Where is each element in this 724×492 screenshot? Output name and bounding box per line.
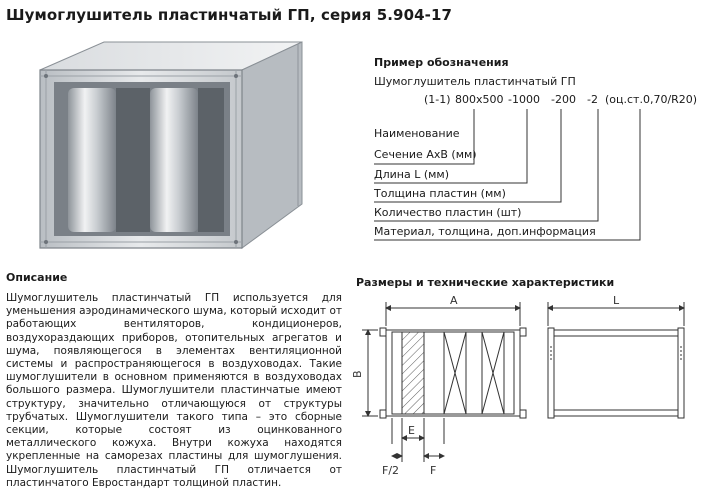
description-text: Шумоглушитель пластинчатый ГП используется для уменьшения аэродинамического шума, который исходит от работающих вентиляторов, кондиционеров, воздухораздающих приборов, отопительных агрегатов и шума, появляющегося в элементах вентиляционной системы и распространяющегося в воздуховодах. Такие шумоглушители в основном применяются в воздуховодах большого размера. Шумоглушители пластинчатые имеют структуру, значительно отличающуюся от структуры трубчатых. Шумоглушители такого типа – это сборные секции, которые состоят из оцинкованного металлического кожуха. Внутри кожуха находятся укрепленные на саморезах пластины для шумоглушения. Шумоглушитель пластинчатый ГП отличается от пластинчатого Евростандарт толщиной пластин. — [6, 292, 342, 489]
code-version: (1-1) — [424, 93, 451, 106]
legend-section: Сечение АхВ (мм) — [374, 148, 477, 161]
page-title: Шумоглушитель пластинчатый ГП, серия 5.904-17 — [6, 6, 453, 24]
code-section: 800x500 — [455, 93, 504, 106]
dim-label-e: E — [408, 424, 415, 437]
example-heading: Пример обозначения — [374, 56, 509, 69]
legend-length: Длина L (мм) — [374, 168, 450, 181]
dim-label-f: F — [430, 464, 437, 477]
code-thickness: -200 — [551, 93, 576, 106]
dim-label-l: L — [613, 294, 620, 307]
silencer-illustration — [6, 36, 326, 262]
legend-material: Материал, толщина, доп.информация — [374, 225, 596, 238]
example-product: Шумоглушитель пластинчатый ГП — [374, 75, 576, 88]
dim-label-a: A — [450, 294, 458, 307]
code-material: (оц.ст.0,70/R20) — [605, 93, 698, 106]
legend-plate-thickness: Толщина пластин (мм) — [374, 187, 506, 200]
dimensions-heading: Размеры и технические характеристики — [356, 276, 615, 289]
code-count: -2 — [587, 93, 598, 106]
legend-plate-count: Количество пластин (шт) — [374, 206, 522, 219]
dimensions-drawing — [348, 292, 724, 490]
dim-label-b: B — [351, 370, 364, 378]
code-length: -1000 — [508, 93, 540, 106]
description-heading: Описание — [6, 271, 68, 284]
legend-name: Наименование — [374, 127, 460, 140]
dim-label-f-half: F/2 — [382, 464, 400, 477]
